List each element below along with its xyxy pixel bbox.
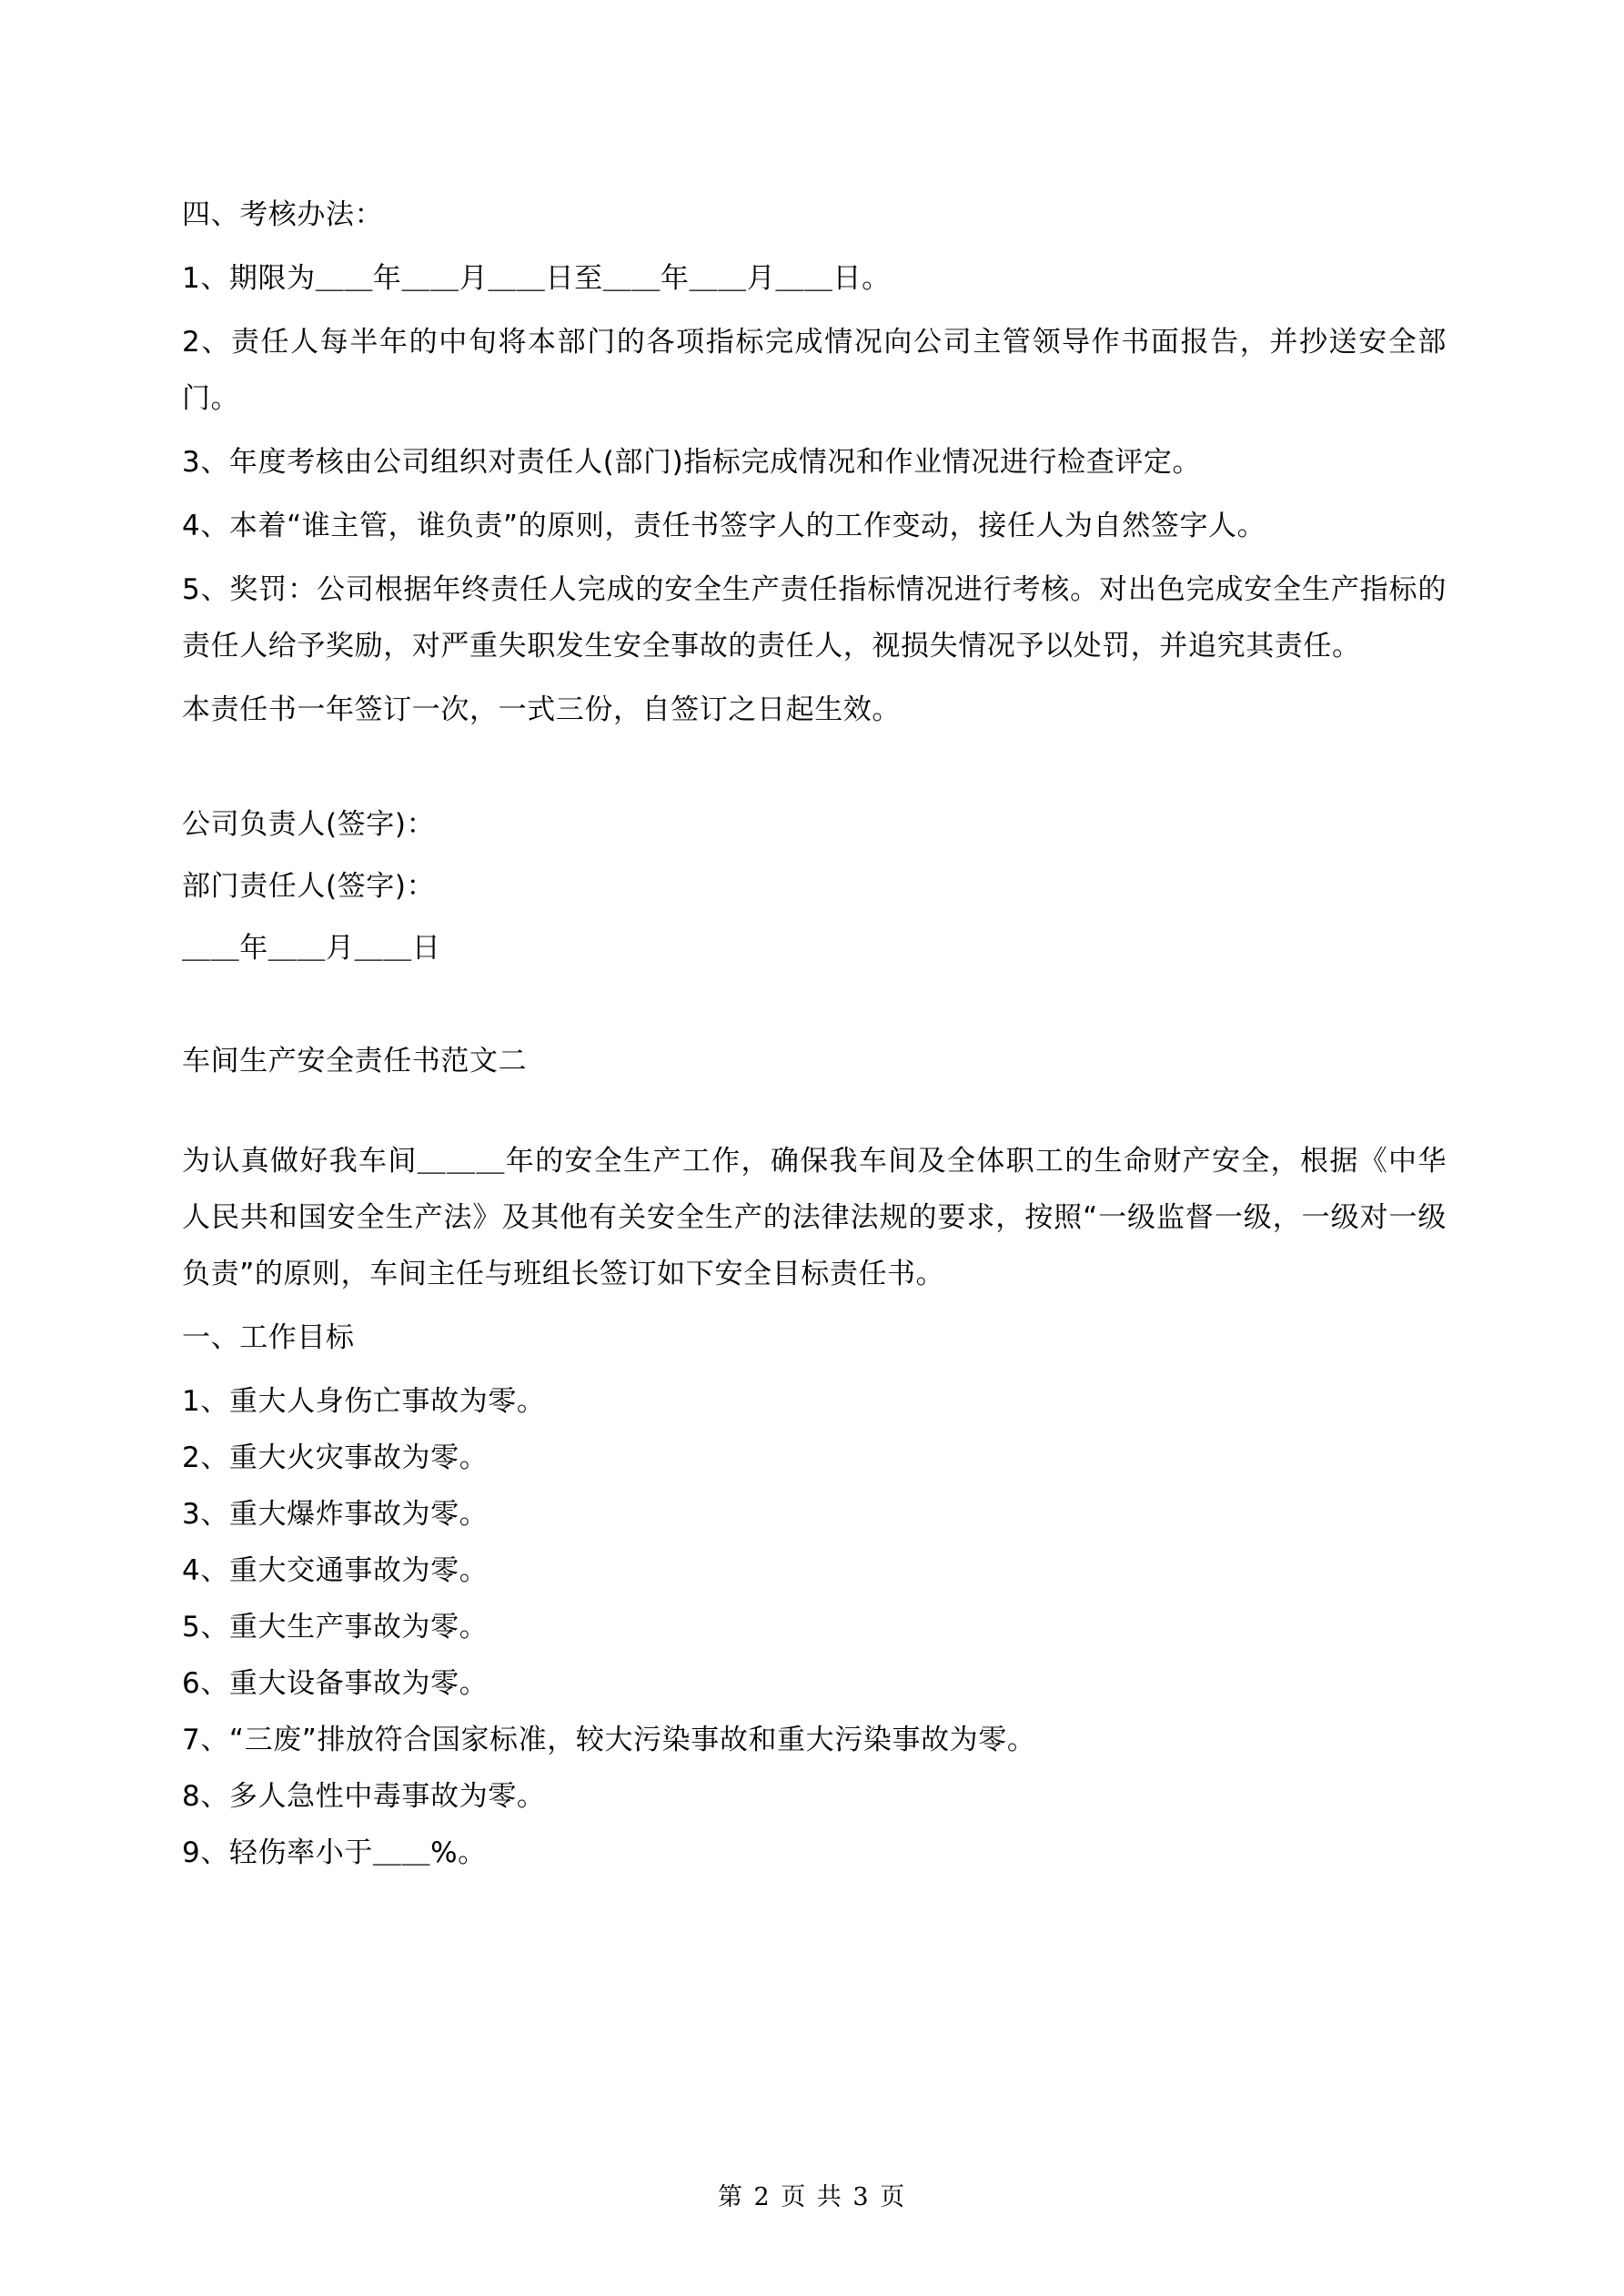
assessment-item: 5、奖罚：公司根据年终责任人完成的安全生产责任指标情况进行考核。对出色完成安全生产指标的责任人给予奖励，对严重失职发生安全事故的责任人，视损失情况予以处罚，并追究其责任。 — [182, 573, 1447, 663]
goal-item: 6、重大设备事故为零。 — [182, 1667, 489, 1700]
section-heading-assessment: 四、考核办法： — [182, 198, 384, 231]
page-footer: 第 2 页 共 3 页 — [717, 2183, 907, 2211]
signature-line-company: 公司负责人(签字)： — [182, 808, 436, 841]
goal-item: 7、“三废”排放符合国家标准，较大污染事故和重大污染事故为零。 — [182, 1724, 1036, 1756]
signature-line-date: ＿＿年＿＿月＿＿日 — [182, 932, 441, 965]
goal-item: 4、重大交通事故为零。 — [182, 1554, 489, 1587]
spacer — [182, 1097, 1447, 1133]
goal-item: 8、多人急性中毒事故为零。 — [182, 1780, 546, 1813]
assessment-item: 4、本着“谁主管，谁负责”的原则，责任书签字人的工作变动，接任人为自然签字人。 — [182, 510, 1266, 542]
assessment-item: 3、年度考核由公司组织对责任人(部门)指标完成情况和作业情况进行检查评定。 — [182, 446, 1202, 479]
validity-note: 本责任书一年签订一次，一式三份，自签订之日起生效。 — [182, 693, 901, 726]
goal-item: 3、重大爆炸事故为零。 — [182, 1498, 489, 1531]
second-document-title: 车间生产安全责任书范文二 — [182, 1045, 528, 1077]
goal-item: 1、重大人身伤亡事故为零。 — [182, 1385, 546, 1418]
assessment-item: 2、责任人每半年的中旬将本部门的各项指标完成情况向公司主管领导作书面报告，并抄送安全部门。 — [182, 326, 1447, 415]
goal-item: 2、重大火灾事故为零。 — [182, 1441, 489, 1474]
spacer — [182, 982, 1447, 1033]
spacer — [182, 745, 1447, 796]
goal-item: 5、重大生产事故为零。 — [182, 1611, 489, 1644]
signature-line-department: 部门责任人(签字)： — [182, 870, 436, 903]
preamble-paragraph: 为认真做好我车间＿＿＿年的安全生产工作，确保我车间及全体职工的生命财产安全，根据《中华人民共和国安全生产法》及其他有关安全生产的法律法规的要求，按照“一级监督一级，一级对一级负责”的原则，车间主任与班组长签订如下安全目标责任书。 — [182, 1145, 1447, 1290]
goal-item: 9、轻伤率小于＿＿%。 — [182, 1836, 487, 1869]
document-body — [182, 187, 1447, 1881]
assessment-item: 1、期限为＿＿年＿＿月＿＿日至＿＿年＿＿月＿＿日。 — [182, 262, 891, 295]
section-heading-goals: 一、工作目标 — [182, 1321, 355, 1354]
